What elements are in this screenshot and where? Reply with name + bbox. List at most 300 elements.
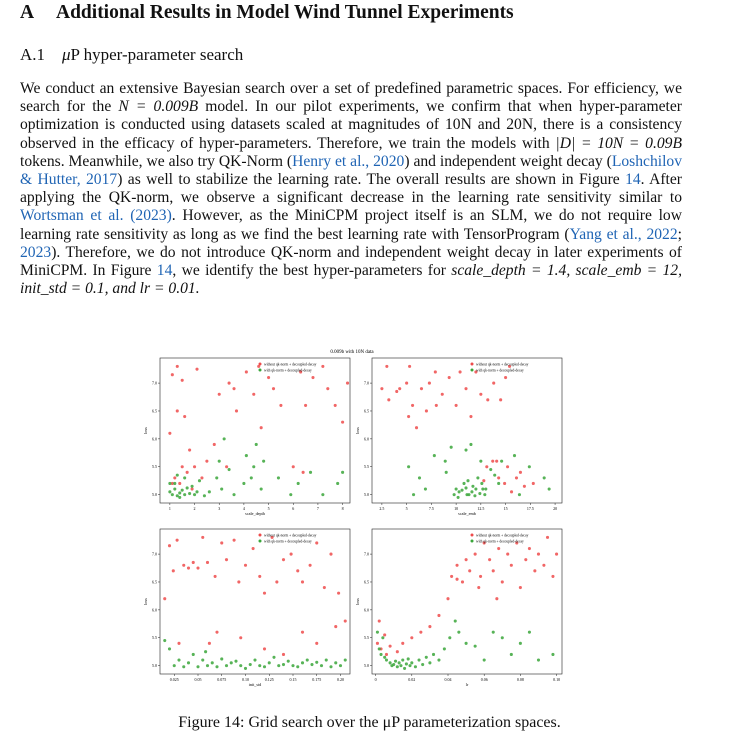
data-point: [220, 541, 223, 544]
data-point: [378, 647, 381, 650]
citation-link[interactable]: 2023: [20, 243, 52, 261]
para-text: . After applying the QK-norm, we observe a significant decrease in the learning rate sensitivity similar to: [20, 171, 682, 207]
x-tick-label: 0.125: [264, 677, 274, 682]
data-point: [315, 642, 318, 645]
x-axis-label: lr: [465, 682, 469, 687]
data-point: [262, 460, 265, 463]
data-point: [395, 390, 398, 393]
data-point: [444, 460, 447, 463]
data-point: [192, 561, 195, 564]
data-point: [163, 597, 166, 600]
data-point: [201, 536, 204, 539]
x-tick-label: 0.15: [289, 677, 297, 682]
data-point: [485, 465, 488, 468]
data-point: [232, 387, 235, 390]
data-point: [296, 665, 299, 668]
x-tick-label: 12.5: [477, 506, 485, 511]
data-point: [432, 653, 435, 656]
data-point: [200, 476, 203, 479]
data-point: [480, 482, 483, 485]
data-point: [450, 446, 453, 449]
x-tick-label: 0.20: [337, 677, 344, 682]
data-point: [519, 586, 522, 589]
scatter-panel-4: [355, 529, 562, 687]
data-point: [206, 664, 209, 667]
data-point: [407, 415, 410, 418]
data-point: [455, 578, 458, 581]
data-point: [474, 488, 477, 491]
data-point: [177, 642, 180, 645]
data-point: [252, 465, 255, 468]
y-tick-label: 7.0: [364, 380, 369, 386]
plot-area: [372, 529, 562, 674]
legend-label: with qk-norm + decoupled-decay: [264, 368, 312, 373]
data-point: [187, 566, 190, 569]
data-point: [258, 575, 261, 578]
data-point: [187, 661, 190, 664]
data-point: [510, 564, 513, 567]
data-point: [191, 485, 194, 488]
para-text: . However, as the MiniCPM project itself is an SLM, we do not require low learning rate sensitivity as long as we find the best learning rate with TensorProgram (: [20, 207, 682, 243]
legend-marker: [259, 363, 262, 366]
data-point: [396, 650, 399, 653]
data-point: [260, 488, 263, 491]
legend-label: without qk-norm + decoupled-decay: [476, 362, 529, 367]
data-point: [410, 661, 413, 664]
para-text: ;: [677, 225, 682, 243]
data-point: [479, 460, 482, 463]
data-point: [325, 659, 328, 662]
data-point: [464, 387, 467, 390]
data-point: [469, 415, 472, 418]
data-point: [245, 370, 248, 373]
data-point: [500, 460, 503, 463]
citation-link[interactable]: Yang et al., 2022: [569, 225, 678, 243]
data-point: [320, 664, 323, 667]
data-point: [309, 471, 312, 474]
data-point: [410, 636, 413, 639]
data-point: [291, 664, 294, 667]
data-point: [385, 365, 388, 368]
legend-label: without qk-norm + decoupled-decay: [476, 533, 529, 538]
x-tick-label: 0.075: [217, 677, 227, 682]
data-point: [381, 636, 384, 639]
x-tick-label: 0.175: [312, 677, 322, 682]
data-point: [173, 488, 176, 491]
data-point: [173, 476, 176, 479]
math-model-size: N = 0.009B: [118, 98, 199, 116]
data-point: [336, 482, 339, 485]
data-point: [483, 493, 486, 496]
data-point: [341, 471, 344, 474]
data-point: [407, 657, 410, 660]
y-tick-label: 5.0: [152, 663, 157, 669]
data-point: [380, 387, 383, 390]
data-point: [399, 664, 402, 667]
data-point: [309, 564, 312, 567]
scatter-panel-1: [143, 358, 350, 516]
data-point: [311, 376, 314, 379]
data-point: [275, 580, 278, 583]
data-point: [418, 476, 421, 479]
x-tick-label: 0.04: [444, 677, 452, 682]
data-point: [183, 476, 186, 479]
data-point: [301, 631, 304, 634]
y-axis-label: loss: [143, 598, 148, 605]
scatter-panel-3: [143, 529, 350, 687]
data-point: [192, 653, 195, 656]
section-number: A: [20, 2, 35, 23]
y-axis-label: loss: [143, 427, 148, 434]
y-tick-label: 6.0: [152, 607, 157, 613]
data-point: [437, 614, 440, 617]
data-point: [242, 482, 245, 485]
y-axis-label: loss: [355, 427, 360, 434]
data-point: [198, 479, 201, 482]
data-point: [428, 625, 431, 628]
data-point: [513, 454, 516, 457]
data-point: [215, 631, 218, 634]
data-point: [473, 494, 476, 497]
citation-link[interactable]: Loshchilov & Hutter, 2017: [20, 152, 683, 189]
data-point: [244, 564, 247, 567]
data-point: [501, 580, 504, 583]
data-point: [173, 664, 176, 667]
data-point: [168, 482, 171, 485]
figure-ref-link[interactable]: 14: [156, 262, 173, 280]
figure-caption: Figure 14: Grid search over the μP parameterization spaces.: [178, 714, 561, 731]
data-point: [239, 636, 242, 639]
legend-label: without qk-norm + decoupled-decay: [264, 362, 317, 367]
data-point: [455, 564, 458, 567]
x-tick-label: 3: [218, 506, 221, 511]
data-point: [220, 657, 223, 660]
x-tick-label: 4: [242, 506, 245, 511]
x-tick-label: 20: [553, 506, 558, 511]
data-point: [446, 597, 449, 600]
data-point: [378, 619, 381, 622]
x-tick-label: 17.5: [526, 506, 534, 511]
data-point: [277, 476, 280, 479]
data-point: [385, 653, 388, 656]
data-point: [215, 665, 218, 668]
subsection-mu: μ: [62, 45, 71, 64]
data-point: [497, 476, 500, 479]
data-point: [474, 553, 477, 556]
y-axis-label: loss: [355, 598, 360, 605]
data-point: [437, 659, 440, 662]
legend-label: with qk-norm + decoupled-decay: [476, 539, 524, 544]
data-point: [443, 647, 446, 650]
data-point: [548, 488, 551, 491]
legend-marker: [471, 369, 474, 372]
data-point: [486, 398, 489, 401]
data-point: [282, 558, 285, 561]
data-point: [252, 393, 255, 396]
data-point: [203, 494, 206, 497]
subsection-title: [20, 45, 243, 65]
para-text: , we identify the best hyper-parameters for: [172, 262, 452, 280]
data-point: [428, 382, 431, 385]
data-point: [263, 665, 266, 668]
math-best-hyperparams: scale_depth = 1.4, scale_emb = 12, init_std = 0.1, and lr = 0.01.: [20, 262, 683, 298]
y-tick-label: 6.5: [364, 579, 369, 585]
data-point: [401, 659, 404, 662]
data-point: [213, 443, 216, 446]
data-point: [339, 664, 342, 667]
data-point: [250, 476, 253, 479]
data-point: [411, 404, 414, 407]
data-point: [310, 663, 313, 666]
data-point: [401, 642, 404, 645]
data-point: [329, 665, 332, 668]
data-point: [196, 665, 199, 668]
data-point: [315, 661, 318, 664]
data-point: [389, 645, 392, 648]
data-point: [337, 592, 340, 595]
data-point: [301, 661, 304, 664]
x-tick-label: 6: [292, 506, 295, 511]
data-point: [421, 663, 424, 666]
data-point: [181, 379, 184, 382]
data-point: [510, 490, 513, 493]
data-point: [479, 575, 482, 578]
y-tick-label: 7.0: [364, 551, 369, 557]
subsection-title-text: P hyper-parameter search: [70, 45, 244, 64]
data-point: [178, 496, 181, 499]
data-point: [267, 376, 270, 379]
data-point: [334, 625, 337, 628]
data-point: [419, 631, 422, 634]
legend-label: with qk-norm + decoupled-decay: [264, 539, 312, 544]
data-point: [425, 409, 428, 412]
data-point: [398, 387, 401, 390]
data-point: [453, 493, 456, 496]
data-point: [289, 493, 292, 496]
plot-area: [160, 529, 350, 674]
data-point: [465, 642, 468, 645]
y-tick-label: 5.0: [364, 492, 369, 498]
data-point: [239, 664, 242, 667]
data-point: [225, 465, 228, 468]
y-tick-label: 5.0: [364, 663, 369, 669]
data-point: [272, 387, 275, 390]
plot-area: [160, 358, 350, 503]
scatter-panel-2: [355, 358, 562, 516]
data-point: [172, 569, 175, 572]
data-point: [225, 558, 228, 561]
para-text: ) and independent weight decay (: [404, 152, 612, 170]
data-point: [191, 488, 194, 491]
data-point: [329, 553, 332, 556]
data-point: [497, 547, 500, 550]
data-point: [543, 476, 546, 479]
data-point: [176, 365, 179, 368]
data-point: [181, 465, 184, 468]
x-tick-label: 0.05: [194, 677, 202, 682]
data-point: [220, 488, 223, 491]
legend-marker: [259, 369, 262, 372]
data-point: [459, 370, 462, 373]
data-point: [474, 645, 477, 648]
data-point: [457, 631, 460, 634]
data-point: [233, 539, 236, 542]
para-text: We conduct an extensive Bayesian search over a set of predefined parametric spaces. For efficiency, we search for the: [20, 80, 682, 116]
data-point: [344, 659, 347, 662]
data-point: [176, 539, 179, 542]
data-point: [492, 569, 495, 572]
figure-ref-link[interactable]: 14: [625, 171, 641, 189]
x-tick-label: 7: [316, 506, 319, 511]
data-point: [228, 468, 231, 471]
data-point: [168, 490, 171, 493]
x-tick-label: 2.5: [379, 506, 385, 511]
x-tick-label: 0.10: [242, 677, 249, 682]
data-point: [321, 365, 324, 368]
y-tick-label: 7.0: [152, 551, 157, 557]
x-tick-label: 0.10: [553, 677, 561, 682]
data-point: [465, 558, 468, 561]
data-point: [518, 493, 521, 496]
citation-link[interactable]: Wortsman et al. (2023): [20, 207, 172, 225]
data-point: [478, 492, 481, 495]
x-tick-label: 0.025: [169, 677, 179, 682]
data-point: [168, 647, 171, 650]
data-point: [215, 476, 218, 479]
data-point: [201, 659, 204, 662]
y-tick-label: 7.0: [152, 380, 157, 386]
data-point: [537, 659, 540, 662]
section-title: [20, 2, 514, 24]
data-point: [292, 465, 295, 468]
para-text: tokens. Meanwhile, we also try QK-Norm (: [20, 152, 293, 170]
data-point: [171, 373, 174, 376]
data-point: [461, 489, 464, 492]
data-point: [495, 460, 498, 463]
data-point: [379, 653, 382, 656]
data-point: [493, 474, 496, 477]
data-point: [503, 482, 506, 485]
x-tick-label: 0.08: [516, 677, 524, 682]
data-point: [297, 482, 300, 485]
data-point: [448, 376, 451, 379]
data-point: [228, 382, 231, 385]
data-point: [232, 493, 235, 496]
x-tick-label: 15: [503, 506, 508, 511]
citation-link[interactable]: Henry et al., 2020: [292, 152, 405, 170]
data-point: [223, 437, 226, 440]
data-point: [434, 370, 437, 373]
data-point: [441, 393, 444, 396]
data-point: [306, 659, 309, 662]
data-point: [218, 393, 221, 396]
data-point: [394, 660, 397, 663]
data-point: [214, 575, 217, 578]
legend-marker: [471, 534, 474, 537]
data-point: [445, 471, 448, 474]
data-point: [542, 564, 545, 567]
data-point: [211, 661, 214, 664]
figure-suptitle: 0.009b with 10N data: [330, 350, 374, 355]
data-point: [491, 460, 494, 463]
data-point: [515, 476, 518, 479]
data-point: [290, 553, 293, 556]
data-point: [433, 454, 436, 457]
data-point: [334, 661, 337, 664]
data-point: [302, 471, 305, 474]
data-point: [506, 553, 509, 556]
data-point: [195, 490, 198, 493]
data-point: [408, 664, 411, 667]
data-point: [477, 586, 480, 589]
y-tick-label: 6.0: [152, 436, 157, 442]
data-point: [387, 398, 390, 401]
data-point: [268, 661, 271, 664]
data-point: [484, 488, 487, 491]
data-point: [457, 496, 460, 499]
y-tick-label: 6.0: [364, 436, 369, 442]
section-title-text: Additional Results in Model Wind Tunnel Experiments: [56, 2, 514, 23]
data-point: [171, 493, 174, 496]
data-point: [524, 558, 527, 561]
data-point: [186, 486, 189, 489]
data-point: [186, 471, 189, 474]
data-point: [435, 404, 438, 407]
data-point: [506, 465, 509, 468]
data-point: [204, 650, 207, 653]
legend-marker: [259, 540, 262, 543]
data-point: [334, 404, 337, 407]
data-point: [417, 659, 420, 662]
data-point: [414, 665, 417, 668]
body-paragraph: [20, 80, 682, 298]
data-point: [263, 592, 266, 595]
data-point: [182, 665, 185, 668]
data-point: [326, 387, 329, 390]
data-point: [383, 633, 386, 636]
data-point: [252, 547, 255, 550]
data-point: [385, 659, 388, 662]
data-point: [405, 662, 408, 665]
data-point: [469, 443, 472, 446]
data-point: [481, 488, 484, 491]
data-point: [389, 661, 392, 664]
data-point: [282, 663, 285, 666]
data-point: [168, 432, 171, 435]
y-tick-label: 5.5: [152, 635, 157, 641]
data-point: [163, 639, 166, 642]
data-point: [555, 553, 558, 556]
para-text: ) as well to stabilize the learning rate. The overall results are shown in Figure: [117, 171, 626, 189]
y-tick-label: 5.5: [364, 464, 369, 470]
data-point: [234, 660, 237, 663]
y-tick-label: 5.5: [364, 635, 369, 641]
data-point: [193, 465, 196, 468]
data-point: [230, 661, 233, 664]
data-point: [183, 415, 186, 418]
data-point: [462, 482, 465, 485]
legend-marker: [259, 534, 262, 537]
data-point: [519, 642, 522, 645]
data-point: [205, 460, 208, 463]
data-point: [249, 663, 252, 666]
legend-marker: [471, 540, 474, 543]
data-point: [479, 393, 482, 396]
scatter-grid-figure: [136, 346, 568, 708]
data-point: [465, 493, 468, 496]
data-point: [245, 454, 248, 457]
data-point: [461, 580, 464, 583]
